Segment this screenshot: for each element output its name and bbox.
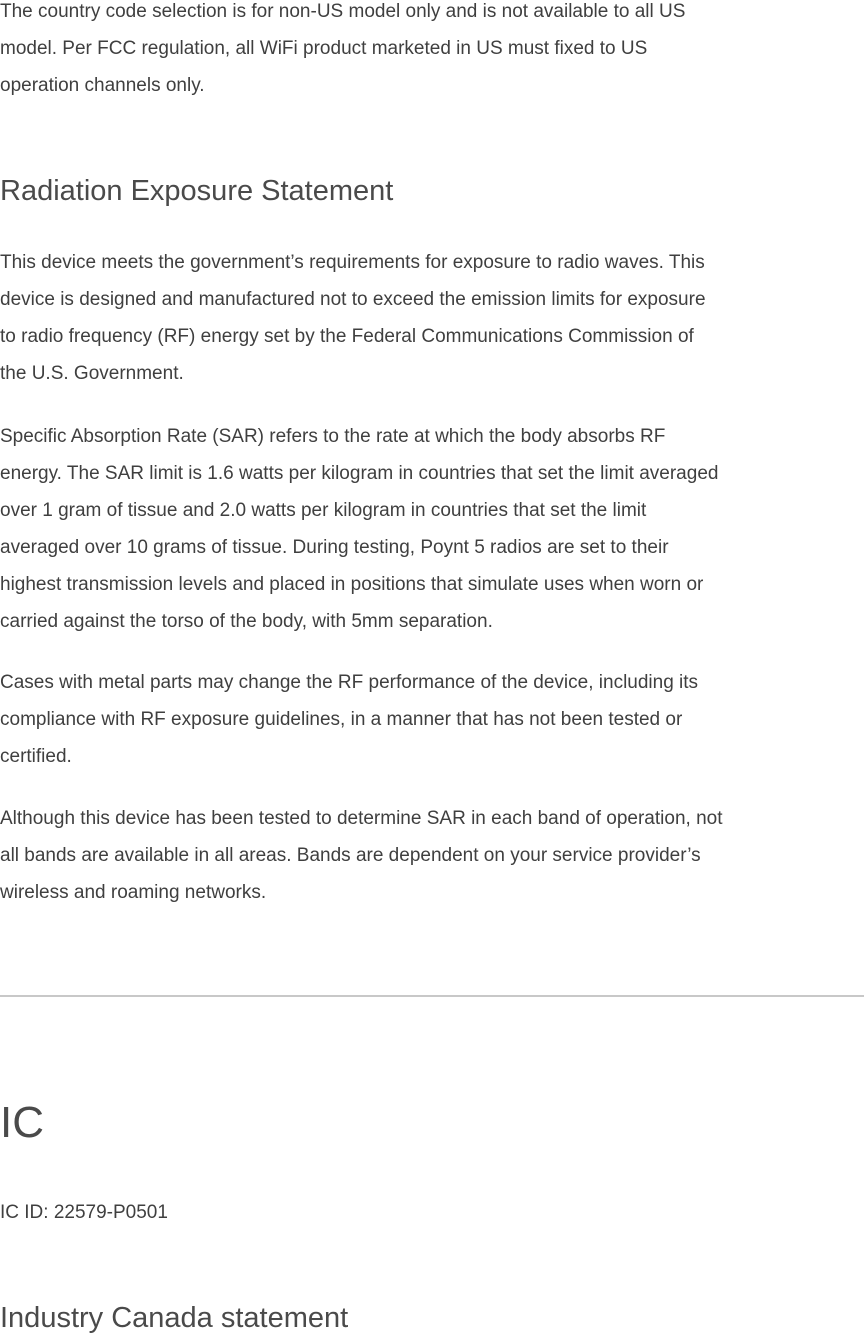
text-line: to radio frequency (RF) energy set by the Federal Communications Commission of (0, 326, 694, 347)
text-line: device is designed and manufactured not to exceed the emission limits for exposure (0, 289, 706, 310)
text-line: Specific Absorption Rate (SAR) refers to the rate at which the body absorbs RF (0, 426, 666, 447)
text-line: Cases with metal parts may change the RF performance of the device, including its (0, 672, 699, 693)
text-line: certified. (0, 746, 72, 767)
text-line: Although this device has been tested to determine SAR in each band of operation, not (0, 808, 723, 829)
metal-cases-paragraph (0, 664, 864, 775)
text-line: The country code selection is for non-US model only and is not available to all US (0, 1, 686, 22)
text-line: all bands are available in all areas. Bands are dependent on your service provider’s (0, 845, 701, 866)
country-code-paragraph (0, 0, 864, 104)
government-requirements-paragraph (0, 244, 864, 392)
text-line: model. Per FCC regulation, all WiFi product marketed in US must fixed to US (0, 38, 648, 59)
sar-paragraph (0, 418, 864, 640)
text-line: operation channels only. (0, 75, 205, 96)
text-line: highest transmission levels and placed in positions that simulate uses when worn or (0, 574, 704, 595)
text-line: This device meets the government’s requirements for exposure to radio waves. This (0, 252, 705, 273)
ic-id-line: IC ID: 22579-P0501 (0, 1202, 168, 1223)
section-divider (0, 995, 864, 997)
band-availability-paragraph (0, 800, 864, 911)
ic-heading: IC (0, 1098, 44, 1147)
text-line: carried against the torso of the body, with 5mm separation. (0, 611, 493, 632)
text-line: over 1 gram of tissue and 2.0 watts per kilogram in countries that set the limit (0, 500, 647, 521)
industry-canada-heading: Industry Canada statement (0, 1302, 349, 1334)
text-line: compliance with RF exposure guidelines, in a manner that has not been tested or (0, 709, 683, 730)
text-line: energy. The SAR limit is 1.6 watts per kilogram in countries that set the limit averaged (0, 463, 719, 484)
text-line: wireless and roaming networks. (0, 882, 267, 903)
text-line: the U.S. Government. (0, 363, 184, 384)
radiation-exposure-heading: Radiation Exposure Statement (0, 175, 394, 207)
text-line: averaged over 10 grams of tissue. During testing, Poynt 5 radios are set to their (0, 537, 669, 558)
